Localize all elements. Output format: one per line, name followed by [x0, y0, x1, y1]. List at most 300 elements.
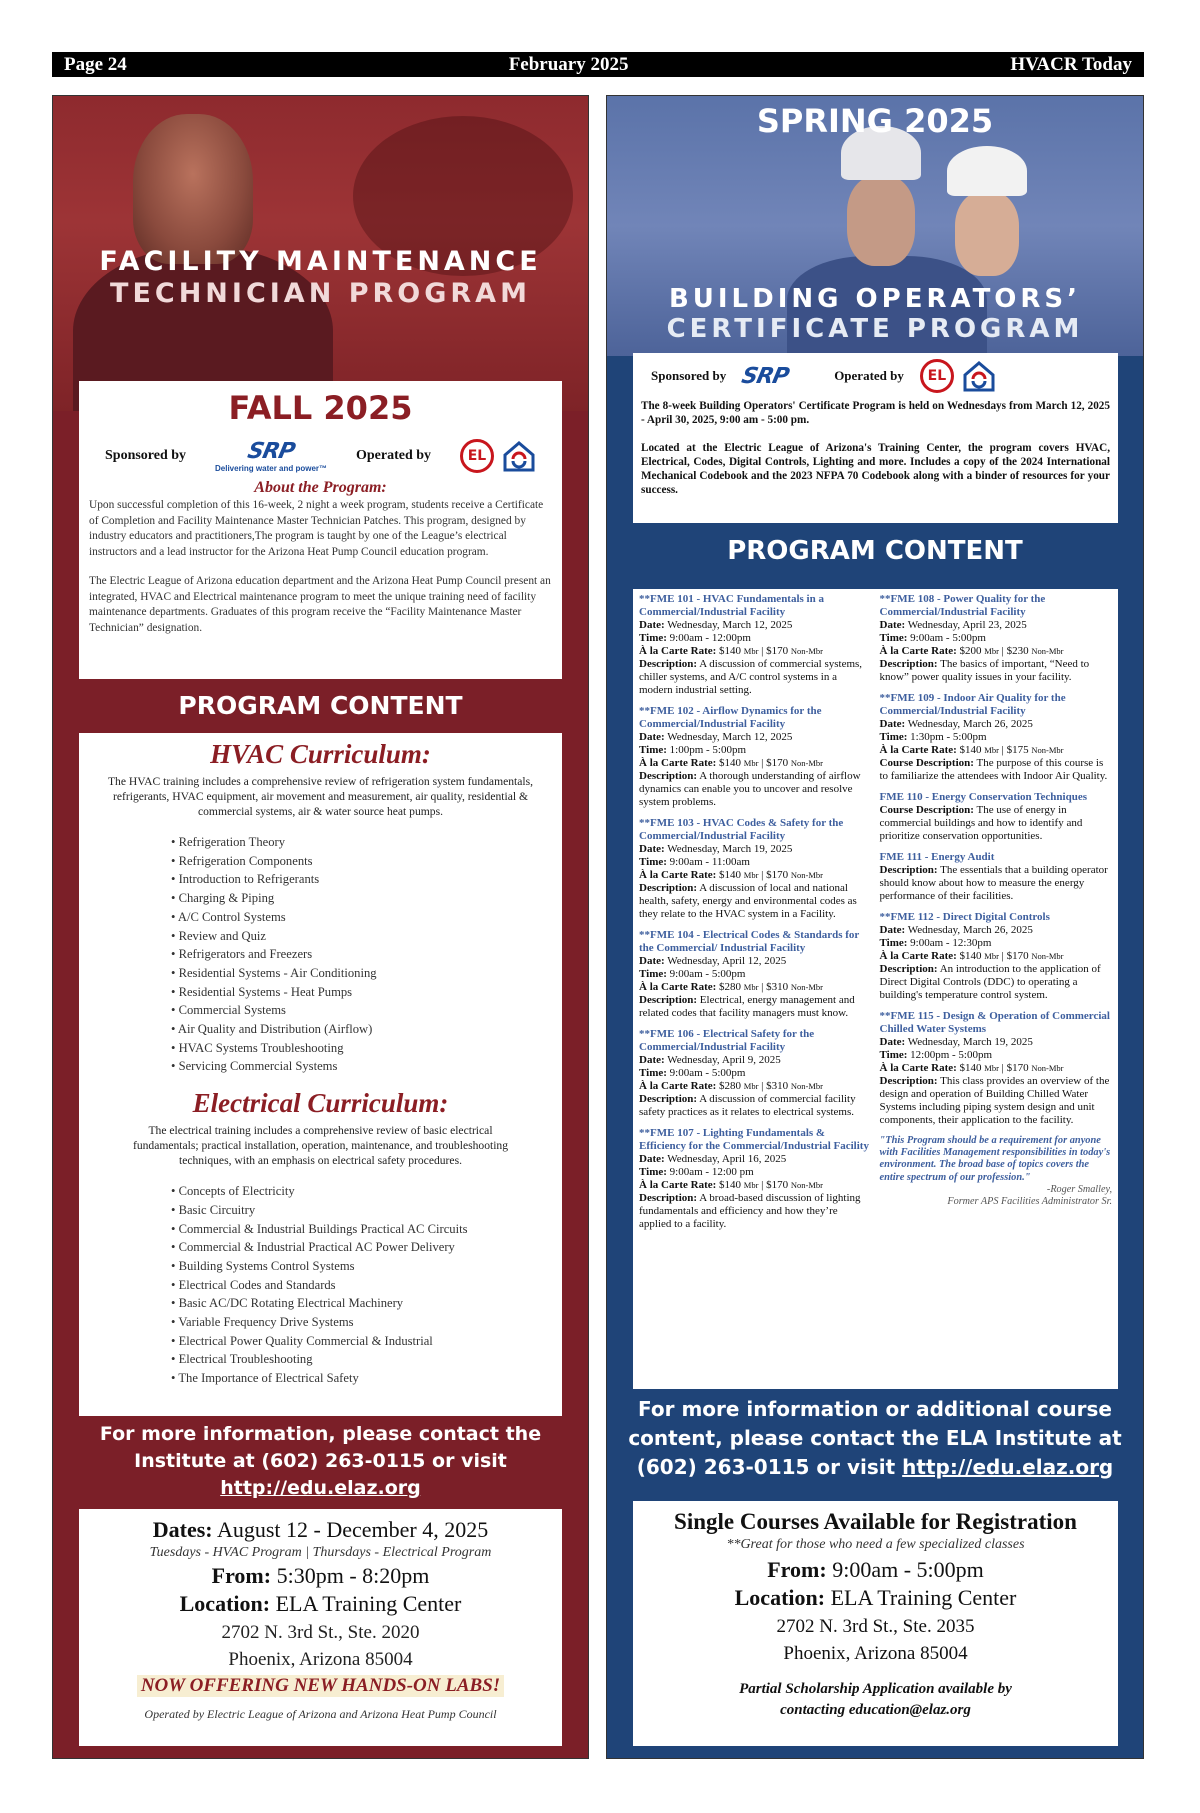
- course-title: FME 110 - Energy Conservation Techniques: [879, 791, 1087, 803]
- right-contact-phone: (602) 263-0115 or visit: [636, 1455, 896, 1479]
- time-value: 9:00am - 12:00 pm: [669, 1166, 754, 1178]
- about-paragraph-2: The Electric League of Arizona education department and the Arizona Heat Pump Council present an integrated, HVAC and Electrical maintenance program to meet the unique training need of facility maintenance departments. Graduates of this program receive the “Facility Maintenance Master Technician” designation.: [89, 575, 551, 634]
- course-time: [639, 968, 872, 981]
- location-label: Location:: [179, 1591, 271, 1616]
- worker-face-2: [955, 192, 1019, 276]
- course-date: [880, 718, 1113, 731]
- address-line-1: 2702 N. 3rd St., Ste. 2020: [221, 1622, 420, 1643]
- member-rate: $140: [959, 744, 982, 756]
- course-date: [639, 1054, 872, 1067]
- course-entry: [880, 1010, 1113, 1127]
- right-srp-logo: [739, 363, 791, 389]
- right-srp-logo-mark: SRP: [739, 363, 791, 389]
- time-value: 9:00am - 5:00pm: [669, 1067, 746, 1079]
- member-rate: $140: [719, 1179, 742, 1191]
- date-label: Date:: [639, 955, 665, 967]
- rate-separator: |: [1001, 744, 1004, 756]
- heat-pump-council-logo: [502, 439, 536, 473]
- course-description: [880, 757, 1113, 783]
- course-title: **FME 108 - Power Quality for the Commercial/Industrial Facility: [879, 593, 1046, 618]
- time-value: 9:00am - 12:00pm: [669, 632, 751, 644]
- address-line-2: Phoenix, Arizona 85004: [228, 1649, 413, 1670]
- member-rate: $280: [719, 981, 742, 993]
- right-location-label: Location:: [734, 1585, 826, 1610]
- nonmember-rate: $310: [766, 1080, 789, 1092]
- electrical-topic-item: • Commercial & Industrial Buildings Practical AC Circuits: [171, 1220, 554, 1239]
- right-hero-image: [607, 96, 1143, 356]
- time-label: Time:: [879, 731, 908, 743]
- rate-label: À la Carte Rate:: [879, 645, 957, 657]
- publication-name: HVACR Today: [1010, 53, 1132, 75]
- date-value: Wednesday, April 12, 2025: [667, 955, 787, 967]
- date-value: Wednesday, April 16, 2025: [667, 1153, 787, 1165]
- right-address-line-2: Phoenix, Arizona 85004: [783, 1643, 968, 1664]
- course-description: [880, 963, 1113, 1002]
- description-text: The essentials that a building operator should know about how to measure the energy performance of their facilities.: [879, 864, 1108, 902]
- hvac-topic-item: • A/C Control Systems: [171, 908, 554, 927]
- worker-face-1: [847, 176, 915, 266]
- course-entry: [880, 593, 1113, 684]
- hvac-topic-item: • Air Quality and Distribution (Airflow): [171, 1020, 554, 1039]
- left-contact-info: [53, 1421, 588, 1502]
- single-courses-heading: Single Courses Available for Registration: [674, 1509, 1077, 1534]
- course-entry: [880, 911, 1113, 1002]
- description-text: Electrical, energy management and related codes that facility managers must know.: [639, 994, 855, 1019]
- rate-separator: |: [1001, 950, 1004, 962]
- srp-logo-mark: SRP: [245, 439, 297, 464]
- operated-by-label: Operated by: [355, 448, 432, 463]
- course-list-right: [880, 593, 1113, 1127]
- course-entry: [880, 851, 1113, 903]
- course-listing-box: [633, 589, 1118, 1389]
- course-description: [639, 994, 872, 1020]
- course-description: [880, 804, 1113, 843]
- member-label: Mbr: [743, 870, 759, 880]
- right-contact-line-3: [607, 1453, 1143, 1482]
- nonmember-label: Non-Mbr: [790, 646, 823, 656]
- course-title: **FME 103 - HVAC Codes & Safety for the Commercial/Industrial Facility: [639, 817, 844, 842]
- left-hero-image: [53, 96, 588, 411]
- course-rate: [880, 744, 1113, 757]
- course-date: [880, 619, 1113, 632]
- course-entry: [639, 705, 872, 809]
- description-label: Description:: [879, 963, 938, 975]
- curriculum-box: [79, 733, 562, 1416]
- course-date: [880, 924, 1113, 937]
- time-label: Time:: [639, 1067, 667, 1079]
- rate-label: À la Carte Rate:: [879, 1062, 957, 1074]
- course-time: [639, 1166, 872, 1179]
- right-hero-title-1: BUILDING OPERATORS’: [668, 284, 1082, 314]
- date-value: Wednesday, April 9, 2025: [667, 1054, 781, 1066]
- right-electric-league-logo: EL: [920, 359, 954, 393]
- electrical-topic-item: • Basic AC/DC Rotating Electrical Machinery: [171, 1294, 554, 1313]
- date-label: Date:: [879, 619, 906, 631]
- sponsored-by-label: Sponsored by: [105, 448, 187, 463]
- course-description: [880, 1075, 1113, 1127]
- left-hero-title-2: TECHNICIAN PROGRAM: [110, 278, 531, 309]
- date-value: Wednesday, March 12, 2025: [667, 619, 793, 631]
- description-label: Description:: [879, 864, 938, 876]
- hvac-topic-item: • Charging & Piping: [171, 889, 554, 908]
- date-value: Wednesday, March 19, 2025: [667, 843, 793, 855]
- description-text: This class provides an overview of the design and operation of Building Chilled Water Systems including piping system design and unit components, their application to the facility.: [879, 1075, 1110, 1126]
- course-entry: [639, 817, 872, 921]
- schedule-line: Tuesdays - HVAC Program | Thursdays - Electrical Program: [149, 1545, 492, 1560]
- hvac-topic-item: • Residential Systems - Air Conditioning: [171, 964, 554, 983]
- left-program-content-heading: PROGRAM CONTENT: [178, 691, 463, 720]
- building-operators-ad: [606, 95, 1144, 1759]
- time-label: Time:: [639, 1166, 667, 1178]
- electrical-topic-item: • Electrical Codes and Standards: [171, 1276, 554, 1295]
- electrical-topic-item: • Commercial & Industrial Practical AC Power Delivery: [171, 1238, 554, 1257]
- course-column-left: [639, 593, 872, 1385]
- course-time: [880, 731, 1113, 744]
- right-location-line: [633, 1585, 1118, 1611]
- right-operator-logos: [920, 359, 996, 393]
- member-rate: $140: [719, 757, 742, 769]
- fall-program-box: [79, 381, 562, 679]
- member-rate: $140: [959, 1062, 982, 1074]
- hard-hat-icon-2: [947, 146, 1027, 196]
- description-label: Description:: [879, 658, 938, 670]
- rate-separator: |: [761, 981, 764, 993]
- description-text: The basics of important, “Need to know” power quality issues in your facility.: [879, 658, 1090, 683]
- course-time: [880, 937, 1113, 950]
- nonmember-rate: $170: [1006, 1062, 1029, 1074]
- nonmember-label: Non-Mbr: [1031, 646, 1064, 656]
- nonmember-rate: $230: [1006, 645, 1029, 657]
- hvac-curriculum-heading: HVAC Curriculum:: [210, 739, 431, 769]
- member-label: Mbr: [743, 1081, 759, 1091]
- issue-date: February 2025: [508, 53, 629, 75]
- dates-value: August 12 - December 4, 2025: [216, 1517, 489, 1542]
- hvac-topic-item: • Introduction to Refrigerants: [171, 870, 554, 889]
- time-value: 12:00pm - 5:00pm: [910, 1049, 993, 1061]
- dates-label: Dates:: [152, 1517, 213, 1542]
- time-label: Time:: [639, 632, 667, 644]
- electrical-topic-item: • Variable Frequency Drive Systems: [171, 1313, 554, 1332]
- rate-separator: |: [761, 645, 764, 657]
- right-address-line-1: 2702 N. 3rd St., Ste. 2035: [776, 1616, 975, 1637]
- date-label: Date:: [639, 731, 665, 743]
- time-value: 1:30pm - 5:00pm: [910, 731, 987, 743]
- course-rate: [639, 981, 872, 994]
- course-title: **FME 107 - Lighting Fundamentals & Efficiency for the Commercial/Industrial Facility: [639, 1127, 869, 1152]
- right-from-value: 9:00am - 5:00pm: [832, 1557, 984, 1582]
- from-value: 5:30pm - 8:20pm: [276, 1563, 430, 1588]
- srp-tagline: Delivering water and power™: [215, 464, 328, 473]
- description-label: Description:: [639, 658, 698, 670]
- time-value: 9:00am - 5:00pm: [910, 632, 986, 644]
- hvac-topic-item: • Refrigeration Theory: [171, 833, 554, 852]
- technician-face: [133, 114, 253, 264]
- member-label: Mbr: [984, 1063, 999, 1073]
- time-label: Time:: [639, 968, 667, 980]
- course-title: **FME 109 - Indoor Air Quality for the Commercial/Industrial Facility: [879, 692, 1066, 717]
- nonmember-rate: $170: [766, 645, 789, 657]
- date-label: Date:: [639, 843, 665, 855]
- facility-maintenance-ad: [52, 95, 589, 1759]
- location-value: ELA Training Center: [275, 1591, 462, 1616]
- description-label: Description:: [639, 1093, 698, 1105]
- location-line: [79, 1591, 562, 1617]
- course-title: **FME 115 - Design & Operation of Commercial Chilled Water Systems: [879, 1010, 1110, 1035]
- course-date: [639, 955, 872, 968]
- course-time: [639, 632, 872, 645]
- date-value: Wednesday, March 26, 2025: [907, 924, 1033, 936]
- hvac-topic-item: • Refrigeration Components: [171, 852, 554, 871]
- course-description: [639, 882, 872, 921]
- rate-label: À la Carte Rate:: [639, 981, 717, 993]
- date-value: Wednesday, March 19, 2025: [907, 1036, 1033, 1048]
- hvac-topic-item: • Commercial Systems: [171, 1001, 554, 1020]
- testimonial-quote: "This Program should be a requirement for anyone with Facilities Management responsibilities in today's environment. The broad base of topics covers the entire spectrum of our profession.": [879, 1135, 1111, 1183]
- hvac-topic-item: • Servicing Commercial Systems: [171, 1057, 554, 1076]
- sponsor-row: [89, 439, 552, 473]
- right-program-content-heading: PROGRAM CONTENT: [727, 536, 1023, 566]
- course-title: **FME 112 - Direct Digital Controls: [879, 911, 1050, 923]
- rate-separator: |: [761, 757, 764, 769]
- nonmember-rate: $310: [766, 981, 789, 993]
- time-value: 9:00am - 11:00am: [669, 856, 750, 868]
- nonmember-rate: $175: [1006, 744, 1029, 756]
- right-hero-title-2: CERTIFICATE PROGRAM: [666, 314, 1084, 344]
- date-label: Date:: [879, 924, 906, 936]
- member-rate: $140: [959, 950, 982, 962]
- course-description: [639, 1192, 872, 1231]
- rate-label: À la Carte Rate:: [639, 645, 717, 657]
- hvac-topic-item: • Review and Quiz: [171, 927, 554, 946]
- course-title: **FME 101 - HVAC Fundamentals in a Commercial/Industrial Facility: [639, 593, 824, 618]
- member-rate: $200: [959, 645, 982, 657]
- operator-logos: [460, 439, 536, 473]
- about-heading: About the Program:: [254, 479, 387, 496]
- testimonial-author-title: Former APS Facilities Administrator Sr.: [947, 1196, 1112, 1208]
- nonmember-label: Non-Mbr: [790, 1081, 823, 1091]
- course-rate: [639, 757, 872, 770]
- course-description: [639, 770, 872, 809]
- member-rate: $140: [719, 645, 742, 657]
- rate-label: À la Carte Rate:: [879, 744, 957, 756]
- course-time: [639, 856, 872, 869]
- course-entry: [639, 1127, 872, 1231]
- time-label: Time:: [879, 1049, 908, 1061]
- left-website-link[interactable]: http://edu.elaz.org: [220, 1477, 421, 1499]
- description-label: Course Description:: [879, 757, 974, 769]
- electrical-topic-item: • The Importance of Electrical Safety: [171, 1369, 554, 1388]
- right-heat-pump-council-logo: [962, 359, 996, 393]
- hvac-curriculum-description: The HVAC training includes a comprehensive review of refrigeration system fundamentals, refrigerants, HVAC equipment, air movement and measurement, air quality, residential & commercial systems, air & water source heat pumps.: [107, 775, 534, 818]
- fall-schedule-box: [79, 1509, 562, 1746]
- description-label: Course Description:: [879, 804, 974, 816]
- course-date: [639, 731, 872, 744]
- description-text: A discussion of local and national health, safety, energy and environmental codes as they relate to the HVAC system in a Facility.: [639, 882, 857, 920]
- date-label: Date:: [879, 718, 906, 730]
- electrical-topic-item: • Building Systems Control Systems: [171, 1257, 554, 1276]
- course-date: [880, 1036, 1113, 1049]
- description-text: An introduction to the application of Direct Digital Controls (DDC) to operating a building's temperature control system.: [879, 963, 1101, 1001]
- right-contact-info: [607, 1395, 1143, 1482]
- rate-label: À la Carte Rate:: [639, 1179, 717, 1191]
- rate-separator: |: [761, 869, 764, 881]
- member-label: Mbr: [984, 646, 999, 656]
- course-date: [639, 843, 872, 856]
- course-entry: [880, 692, 1113, 783]
- hands-on-labs-banner: NOW OFFERING NEW HANDS-ON LABS!: [137, 1675, 504, 1697]
- operated-by-footer: Operated by Electric League of Arizona and Arizona Heat Pump Council: [144, 1707, 497, 1721]
- member-label: Mbr: [984, 951, 999, 961]
- course-time: [639, 744, 872, 757]
- course-title: **FME 102 - Airflow Dynamics for the Commercial/Industrial Facility: [639, 705, 822, 730]
- from-label: From:: [211, 1563, 272, 1588]
- course-entry: [639, 929, 872, 1020]
- member-label: Mbr: [743, 758, 759, 768]
- course-description: [880, 864, 1113, 903]
- hvac-topic-item: • Residential Systems - Heat Pumps: [171, 983, 554, 1002]
- course-time: [880, 632, 1113, 645]
- right-from-label: From:: [767, 1557, 827, 1582]
- intro-paragraph-1: The 8-week Building Operators' Certificate Program is held on Wednesdays from March 12, 2025 - April 30, 2025, 9:00 am - 5:00 pm.: [641, 400, 1110, 426]
- rate-separator: |: [1001, 1062, 1004, 1074]
- rate-label: À la Carte Rate:: [879, 950, 957, 962]
- electrical-topic-item: • Concepts of Electricity: [171, 1182, 554, 1201]
- rate-separator: |: [761, 1080, 764, 1092]
- right-website-link[interactable]: http://edu.elaz.org: [902, 1455, 1114, 1479]
- nonmember-rate: $170: [766, 757, 789, 769]
- scholarship-line-1: Partial Scholarship Application available by: [739, 1681, 1012, 1697]
- rate-label: À la Carte Rate:: [639, 757, 717, 769]
- description-text: A thorough understanding of airflow dynamics can enable you to uncover and resolve system problems.: [639, 770, 861, 808]
- date-value: Wednesday, April 23, 2025: [907, 619, 1027, 631]
- time-value: 1:00pm - 5:00pm: [669, 744, 747, 756]
- nonmember-label: Non-Mbr: [1031, 951, 1064, 961]
- course-rate: [639, 1179, 872, 1192]
- scholarship-line-2: contacting education@elaz.org: [780, 1702, 971, 1718]
- page-number: Page 24: [64, 53, 127, 75]
- left-contact-line-2: Institute at (602) 263-0115 or visit: [134, 1450, 507, 1472]
- description-label: Description:: [879, 1075, 938, 1087]
- description-label: Description:: [639, 1192, 698, 1204]
- left-hero-title-1: FACILITY MAINTENANCE: [99, 246, 542, 277]
- rate-label: À la Carte Rate:: [639, 1080, 717, 1092]
- member-label: Mbr: [984, 745, 999, 755]
- left-contact-line-1: For more information, please contact the: [99, 1423, 542, 1445]
- right-location-value: ELA Training Center: [830, 1585, 1017, 1610]
- date-value: Wednesday, March 26, 2025: [907, 718, 1033, 730]
- course-entry: [639, 593, 872, 697]
- course-entry: [880, 791, 1113, 843]
- course-title: FME 111 - Energy Audit: [879, 851, 995, 863]
- course-column-right: [880, 593, 1113, 1385]
- date-value: Wednesday, March 12, 2025: [667, 731, 793, 743]
- description-text: A discussion of commercial facility safety practices as it relates to electrical systems.: [639, 1093, 856, 1118]
- nonmember-label: Non-Mbr: [1031, 745, 1064, 755]
- hvac-topic-list: [171, 833, 554, 1076]
- time-label: Time:: [639, 856, 667, 868]
- electrical-curriculum-heading: Electrical Curriculum:: [192, 1088, 449, 1119]
- member-label: Mbr: [743, 646, 759, 656]
- time-value: 9:00am - 5:00pm: [669, 968, 746, 980]
- rate-separator: |: [761, 1179, 764, 1191]
- right-contact-line-2: content, please contact the ELA Institute at: [628, 1426, 1122, 1450]
- course-rate: [639, 645, 872, 658]
- course-date: [639, 619, 872, 632]
- electrical-topic-item: • Electrical Power Quality Commercial & Industrial: [171, 1332, 554, 1351]
- hvac-topic-item: • Refrigerators and Freezers: [171, 945, 554, 964]
- course-date: [639, 1153, 872, 1166]
- electrical-topic-list: [171, 1182, 554, 1388]
- fall-season-title: FALL 2025: [228, 389, 413, 427]
- date-label: Date:: [639, 619, 665, 631]
- time-value: 9:00am - 12:30pm: [910, 937, 992, 949]
- member-label: Mbr: [743, 1180, 759, 1190]
- nonmember-rate: $170: [766, 1179, 789, 1191]
- description-text: The purpose of this course is to familiarize the attendees with Indoor Air Quality.: [879, 757, 1108, 782]
- nonmember-label: Non-Mbr: [1031, 1063, 1064, 1073]
- member-rate: $280: [719, 1080, 742, 1092]
- description-label: Description:: [639, 994, 698, 1006]
- description-text: A discussion of commercial systems, chiller systems, and A/C control systems in a modern industrial setting.: [639, 658, 863, 696]
- course-title: **FME 106 - Electrical Safety for the Commercial/Industrial Facility: [639, 1028, 815, 1053]
- hvac-topic-item: • HVAC Systems Troubleshooting: [171, 1039, 554, 1058]
- course-time: [880, 1049, 1113, 1062]
- nonmember-rate: $170: [766, 869, 789, 881]
- time-label: Time:: [879, 937, 908, 949]
- time-label: Time:: [639, 744, 667, 756]
- nonmember-label: Non-Mbr: [790, 982, 823, 992]
- spring-intro-box: [633, 353, 1118, 523]
- nonmember-label: Non-Mbr: [790, 870, 823, 880]
- dates-line: [79, 1517, 562, 1543]
- time-label: Time:: [879, 632, 908, 644]
- right-sponsor-row: [641, 359, 1110, 393]
- page-header: [52, 52, 1144, 77]
- testimonial-author: -Roger Smalley,: [1046, 1183, 1112, 1195]
- course-description: [639, 658, 872, 697]
- about-paragraph-1: Upon successful completion of this 16-week, 2 night a week program, students receive a Certificate of Completion and Facility Maintenance Master Technician Patches. This program, designed by industry educators and practitioners,The program is taught by one of the League’s electrical instructors and a lead instructor for the Arizona Heat Pump Council education program.: [89, 499, 544, 558]
- description-label: Description:: [639, 770, 698, 782]
- date-label: Date:: [879, 1036, 906, 1048]
- right-sponsored-by-label: Sponsored by: [651, 368, 727, 383]
- description-text: The use of energy in commercial buildings and how to identify and prioritize conservation opportunities.: [879, 804, 1083, 842]
- spring-season-title: SPRING 2025: [756, 102, 994, 140]
- member-rate: $140: [719, 869, 742, 881]
- course-description: [639, 1093, 872, 1119]
- electric-league-logo: EL: [460, 439, 494, 473]
- date-label: Date:: [639, 1153, 665, 1165]
- course-entry: [639, 1028, 872, 1119]
- nonmember-label: Non-Mbr: [790, 1180, 823, 1190]
- course-rate: [880, 950, 1113, 963]
- rate-separator: |: [1001, 645, 1004, 657]
- course-description: [880, 658, 1113, 684]
- rate-label: À la Carte Rate:: [639, 869, 717, 881]
- course-rate: [639, 869, 872, 882]
- right-operated-by-label: Operated by: [834, 368, 904, 383]
- electrical-topic-item: • Electrical Troubleshooting: [171, 1350, 554, 1369]
- course-rate: [880, 1062, 1113, 1075]
- course-rate: [880, 645, 1113, 658]
- course-title: **FME 104 - Electrical Codes & Standards for the Commercial/ Industrial Facility: [639, 929, 860, 954]
- course-rate: [639, 1080, 872, 1093]
- nonmember-rate: $170: [1006, 950, 1029, 962]
- course-time: [639, 1067, 872, 1080]
- right-time-line: [633, 1557, 1118, 1583]
- description-text: A broad-based discussion of lighting fundamentals and efficiency and how they’re applied to a facility.: [639, 1192, 861, 1230]
- nonmember-label: Non-Mbr: [790, 758, 823, 768]
- electrical-topic-item: • Basic Circuitry: [171, 1201, 554, 1220]
